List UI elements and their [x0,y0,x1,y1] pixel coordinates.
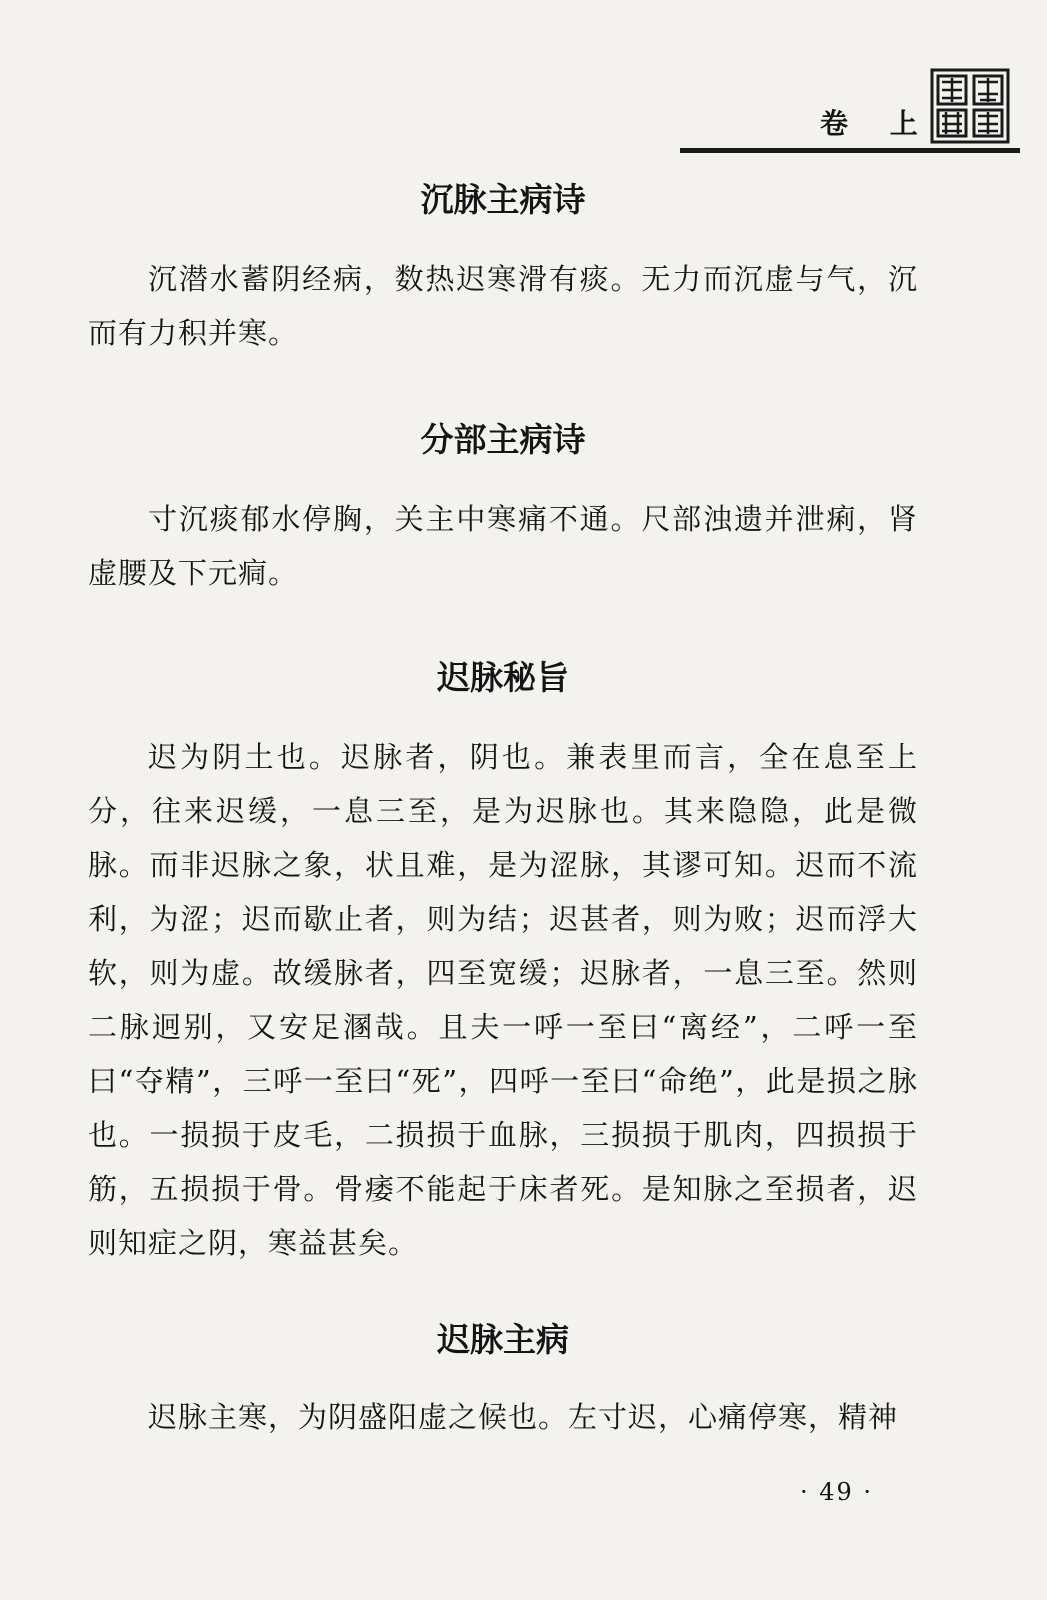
section-text: 迟脉主寒，为阴盛阳虚之候也。左寸迟，心痛停寒，精神 [148,1400,899,1434]
section-text: 寸沉痰郁水停胸，关主中寒痛不通。尺部浊遗并泄痢，肾虚腰及下元痌。 [88,502,918,590]
section-chi-mai-disease [88,1318,918,1444]
section-heading: 分部主病诗 [420,420,586,459]
section-chi-mai-secret [88,656,918,1270]
header-rule [680,148,1020,153]
section-chen-mai-poem [88,178,918,360]
chapter-label: 卷 上 [820,107,934,140]
section-heading: 沉脉主病诗 [420,180,586,219]
page-number: · 49 · [800,1478,874,1506]
section-heading: 迟脉秘旨 [437,658,569,697]
seal-stamp-icon [930,68,1010,144]
section-heading: 迟脉主病 [437,1320,569,1359]
section-text: 迟为阴土也。迟脉者，阴也。兼表里而言，全在息至上分，往来迟缓，一息三至，是为迟脉也。其来隐隐，此是微脉。而非迟脉之象，状且难，是为涩脉，其谬可知。迟而不流利，为涩；迟而歇止者，则为结；迟甚者，则为败；迟而浮大软，则为虚。故缓脉者，四至宽缓；迟脉者，一息三至。然则二脉迥别，又安足溷哉。且夫一呼一至曰“离经”，二呼一至曰“夺精”，三呼一至曰“死”，四呼一至曰“命绝”，此是损之脉也。一损损于皮毛，二损损于血脉，三损损于肌肉，四损损于筋，五损损于骨。骨痿不能起于床者死。是知脉之至损者，迟则知症之阴，寒益甚矣。 [88,740,918,1260]
page-header [680,60,1020,160]
section-text: 沉潜水蓄阴经病，数热迟寒滑有痰。无力而沉虚与气，沉而有力积并寒。 [88,262,918,350]
section-fen-bu-poem [88,418,918,600]
